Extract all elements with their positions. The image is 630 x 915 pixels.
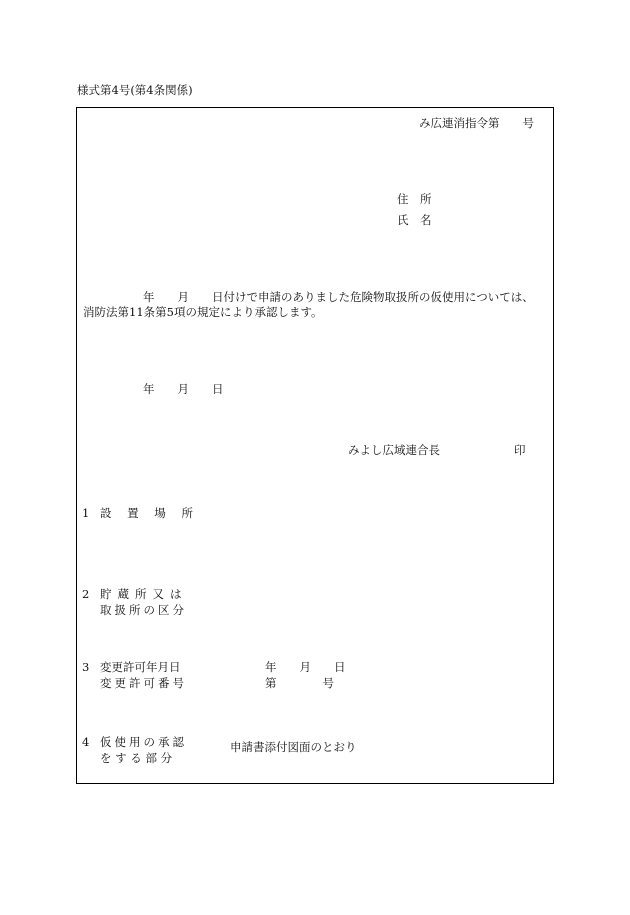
body-line-1: 年 月 日付けで申請のありました危険物取扱所の仮使用については、 — [143, 290, 534, 304]
item-4-value: 申請書添付図面のとおり — [230, 740, 357, 754]
permit-number-line: み広連消指令第 号 — [419, 116, 534, 130]
item-2-label-line-2: 取扱所の区分 — [100, 603, 187, 617]
item-3-label-line-1: 変更許可年月日 — [100, 660, 181, 674]
seal-mark: 印 — [514, 443, 526, 457]
item-4-label-line-1: 仮使用の承認 — [100, 735, 187, 749]
item-1-label: 設 置 場 所 — [100, 506, 199, 520]
item-2-label-line-1: 貯蔵所又は — [100, 587, 188, 601]
item-1-number: 1 — [82, 506, 90, 520]
issuer-title: みよし広域連合長 — [348, 443, 440, 457]
form-label: 様式第4号(第4条関係) — [77, 83, 193, 97]
item-3-value-line-1: 年 月 日 — [265, 660, 346, 674]
address-label: 住 所 — [397, 192, 432, 206]
item-3-label-line-2: 変更許可番号 — [100, 676, 187, 690]
item-3-number: 3 — [82, 660, 90, 674]
item-4-number: 4 — [82, 735, 90, 749]
item-3-value-line-2: 第 号 — [265, 676, 334, 690]
body-line-2: 消防法第11条第5項の規定により承認します。 — [83, 305, 323, 319]
name-label: 氏 名 — [397, 213, 432, 227]
item-2-number: 2 — [82, 587, 90, 601]
item-4-label-line-2: を す る 部 分 — [100, 751, 173, 765]
approval-date-line: 年 月 日 — [143, 382, 224, 396]
